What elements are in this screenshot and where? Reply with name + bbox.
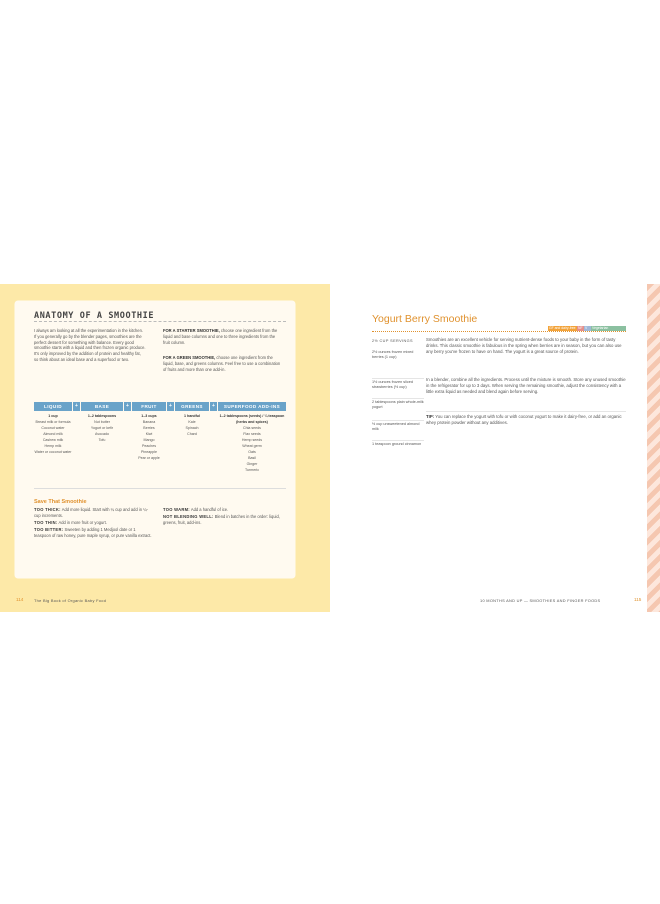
- plus-sign: +: [210, 402, 217, 411]
- column-item: Cashew milk: [42, 438, 64, 442]
- plus-sign: +: [124, 402, 131, 411]
- tip-text: Add in more fruit or yogurt.: [58, 520, 107, 525]
- column-item: Chard: [187, 432, 197, 436]
- column-item: Hemp seeds: [241, 438, 263, 442]
- column-item: Nut butter: [94, 420, 110, 424]
- tip-too-thick: [34, 507, 152, 519]
- column-base: [81, 413, 123, 443]
- diet-badge: GF and dairy-free: [549, 326, 576, 330]
- recipe-tip: [426, 411, 626, 426]
- tip-text: You can replace the yogurt with tofu or with coconut yogurt to make it dairy-free, or add an organic whey protein powder without any additives.: [426, 414, 622, 426]
- left-page-number: 114: [16, 597, 24, 602]
- card-title: ANATOMY OF A SMOOTHIE: [34, 311, 155, 321]
- column-liquid: [34, 413, 72, 455]
- divider: [34, 488, 286, 489]
- column-item: Spinach: [185, 426, 199, 430]
- tip-text: Add a handful of ice.: [190, 507, 229, 512]
- column-superfood: [218, 413, 286, 473]
- tip-label: TIP:: [426, 414, 435, 419]
- column-item: Coconut water: [41, 426, 65, 430]
- divider: [372, 378, 424, 379]
- tip-too-bitter: [34, 527, 152, 539]
- divider: [372, 420, 424, 421]
- column-item: Mango: [143, 438, 155, 442]
- intro-paragraph: I always am looking at all the experimentation in the kitchen. If you generally go by the blender pages, smoothies are the perfect dessert for something with balance. Every good smoothie starts with a liquid and then frozen organic produce. It's only improved by the addition of protein and healthy fat, so think about an ideal base and a superfood or two.: [34, 328, 146, 362]
- column-item: Berries: [143, 426, 155, 430]
- divider: [372, 331, 626, 332]
- ingredient: 1 teaspoon ground cinnamon: [372, 442, 422, 446]
- column-item: Kale: [188, 420, 196, 424]
- column-item: Pear or apple: [138, 456, 160, 460]
- servings-heading: 2½ CUP SERVINGS: [372, 339, 413, 343]
- column-greens: [175, 413, 209, 437]
- diet-badge: Vegetarian: [591, 326, 626, 331]
- column-item: Water or coconut water: [34, 450, 72, 454]
- tip-label: TOO BITTER:: [34, 527, 64, 532]
- green-text: choose one ingredient from the liquid, base, and greens columns. Feel free to use a combination of fruits and more than one add-in.: [163, 355, 281, 372]
- plus-sign: +: [73, 402, 80, 411]
- column-item: Basil: [248, 456, 256, 460]
- tip-label: TOO WARM:: [163, 507, 190, 512]
- tip-too-warm: [163, 507, 281, 513]
- column-item: Breast milk or formula: [35, 420, 71, 424]
- ingredient: 2 tablespoons plain whole-milk yogurt: [372, 400, 424, 409]
- column-item: Wheat germ: [242, 444, 262, 448]
- column-label-superfood: SUPERFOOD ADD-INS: [218, 402, 286, 411]
- tip-text: Blend in batches in the order: liquid, greens, fruit, add-ins.: [163, 514, 280, 525]
- column-head: 1–3 cups: [141, 414, 157, 418]
- plus-sign: +: [167, 402, 174, 411]
- ingredient: ½ cup unsweetened almond milk: [372, 422, 420, 431]
- column-fruit: [132, 413, 166, 461]
- column-item: Peaches: [142, 444, 156, 448]
- divider: [372, 398, 424, 399]
- column-item: Kiwi: [145, 432, 153, 436]
- ingredient: 2½ ounces frozen mixed berries (1 cup): [372, 350, 414, 359]
- diet-badge: NF: [578, 326, 583, 330]
- column-item: Banana: [142, 420, 156, 424]
- starter-text: choose one ingredient from the liquid and base columns and one to three ingredients from the fruit column.: [163, 328, 278, 345]
- column-item: Ginger: [246, 462, 258, 466]
- tip-text: Add more liquid. Start with ¼ cup and add in ¼-cup increments.: [34, 507, 148, 518]
- recipe-directions: In a blender, combine all the ingredients. Process until the mixture is smooth. Store any unused smoothie in the refrigerator for up to 3 days. When serving the remaining smoothie, adjust the consistency with a little extra liquid as needed and blend again before serving.: [426, 377, 626, 395]
- column-item: Yogurt or kefir: [90, 426, 114, 430]
- recipe-title: Yogurt Berry Smoothie: [372, 313, 478, 325]
- right-page-number: 115: [634, 597, 642, 602]
- column-item: Almond milk: [43, 432, 63, 436]
- tip-label: NOT BLENDING WELL:: [163, 514, 214, 519]
- right-page-footer: 10 MONTHS AND UP — SMOOTHIES AND FINGER FOODS: [480, 598, 601, 603]
- column-label-greens: GREENS: [175, 402, 209, 411]
- column-label-fruit: FRUIT: [132, 402, 166, 411]
- column-head: 1–2 tablespoons (seeds) / ¼ teaspoon (herbs and spices): [219, 414, 285, 424]
- tip-too-thin: [34, 520, 152, 526]
- divider: [34, 321, 286, 322]
- column-item: Oats: [248, 450, 256, 454]
- column-label-base: BASE: [81, 402, 123, 411]
- tip-label: TOO THICK:: [34, 507, 61, 512]
- column-head: 1–2 tablespoons: [87, 414, 117, 418]
- save-smoothie-title: Save That Smoothie: [34, 499, 87, 505]
- column-item: Turmeric: [244, 468, 260, 472]
- starter-paragraph: [163, 328, 283, 345]
- column-item: Flax seeds: [243, 432, 261, 436]
- column-item: Pineapple: [141, 450, 157, 454]
- column-item: Tofu: [98, 438, 106, 442]
- tip-text: Sweeten by adding 1 Medjool date or 1 teaspoon of raw honey, pure maple syrup, or pure vanilla extract.: [34, 527, 152, 538]
- divider: [372, 440, 424, 441]
- ingredient: 1½ ounces frozen sliced strawberries (½ cup): [372, 380, 413, 389]
- column-head: 1 handful: [184, 414, 200, 418]
- diet-badge: V: [584, 326, 591, 331]
- green-label: FOR A GREEN SMOOTHIE,: [163, 355, 216, 360]
- column-head: 1 cup: [48, 414, 58, 418]
- tip-label: TOO THIN:: [34, 520, 58, 525]
- tip-not-blending: [163, 514, 281, 526]
- decorative-stripe: [647, 284, 660, 612]
- starter-label: FOR A STARTER SMOOTHIE,: [163, 328, 220, 333]
- column-item: Avocado: [95, 432, 109, 436]
- recipe-intro: Smoothies are an excellent vehicle for serving nutrient-dense foods to your baby in the form of tasty drinks. This classic smoothie is fabulous in the spring when berries are in season, but you can also use any berry you've frozen to have on hand. The yogurt is a great source of protein.: [426, 337, 622, 355]
- green-paragraph: [163, 355, 283, 372]
- left-page-footer: The Big Book of Organic Baby Food: [34, 598, 107, 603]
- column-item: Chia seeds: [243, 426, 261, 430]
- column-label-liquid: LIQUID: [34, 402, 72, 411]
- column-item: Hemp milk: [44, 444, 62, 448]
